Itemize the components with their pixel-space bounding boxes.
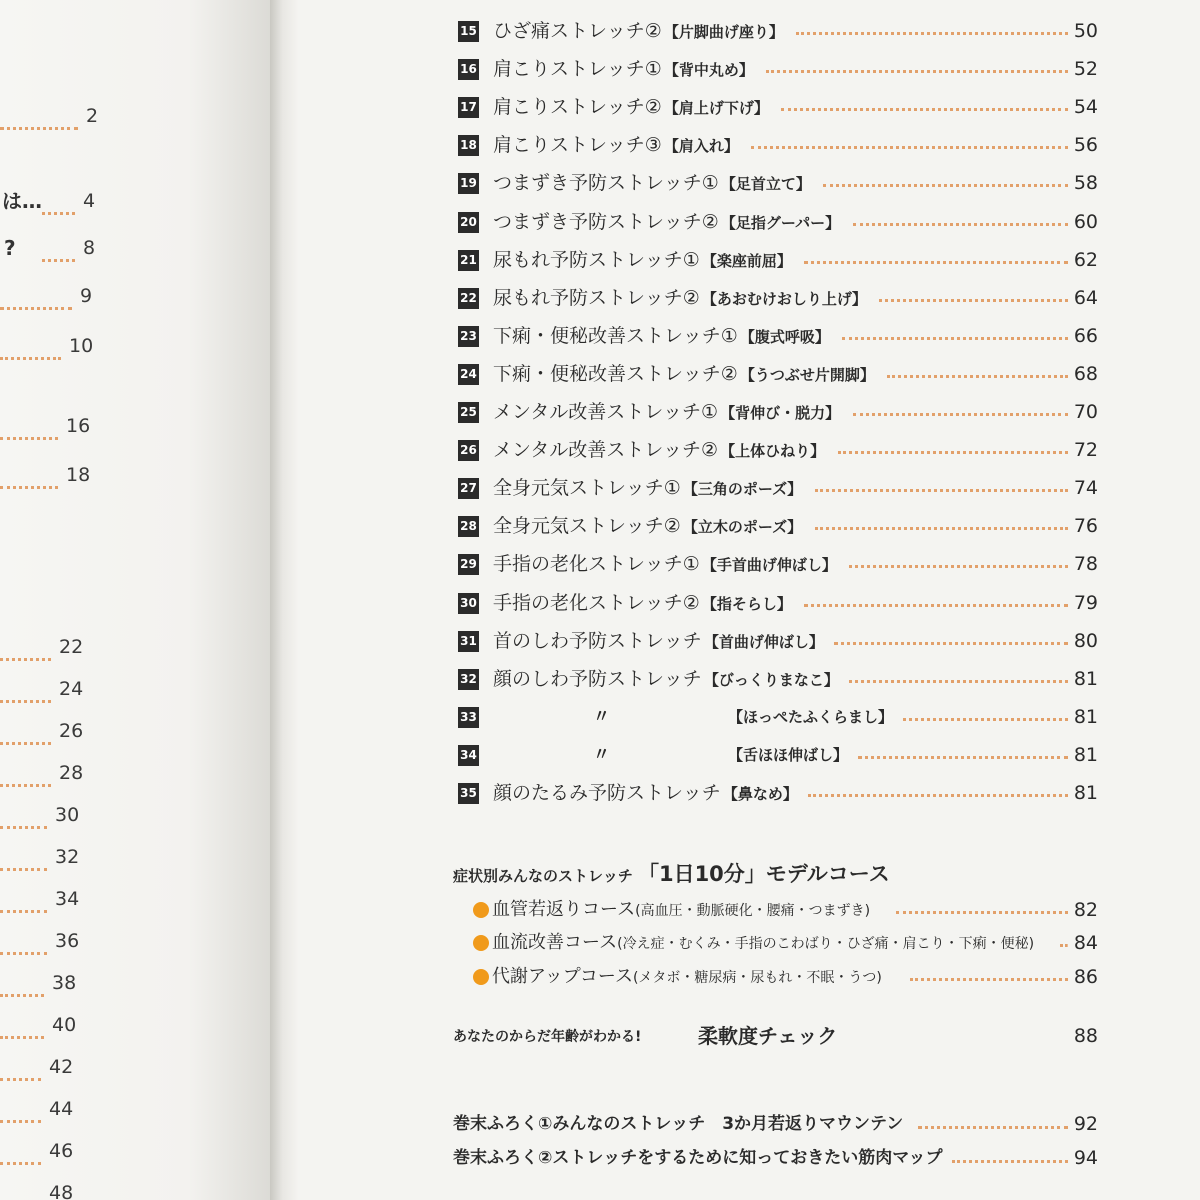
entry-subtitle: 【足指グーパー】 — [720, 213, 841, 232]
course-label — [492, 927, 1034, 960]
entry-subtitle: 【手首曲げ伸ばし】 — [701, 556, 837, 575]
entry-title — [493, 777, 798, 810]
entry-title-text: 下痢・便秘改善ストレッチ① — [493, 324, 738, 347]
dot-leader — [0, 678, 51, 703]
course-page-number: 82 — [1073, 899, 1098, 921]
entry-subtitle: 【肩入れ】 — [663, 137, 739, 156]
toc-entry[interactable] — [458, 777, 1098, 807]
left-toc-fragment — [0, 1098, 270, 1128]
course-name: 血管若返りコース — [492, 899, 636, 920]
left-page-number: 24 — [59, 678, 84, 700]
dot-leader — [879, 297, 1068, 302]
course-name: 血流改善コース — [492, 932, 618, 953]
entry-subtitle: 【びっくりまなこ】 — [703, 670, 839, 689]
dot-leader — [0, 105, 78, 130]
orange-bullet-icon — [473, 935, 489, 951]
course-note: (高血圧・動脈硬化・腰痛・つまずき) — [635, 903, 871, 919]
left-page-number: 46 — [49, 1140, 74, 1162]
left-toc-fragment — [0, 415, 270, 445]
entry-number-badge: 17 — [458, 97, 479, 118]
course-heading-big: 「1日10分」モデルコース — [637, 862, 890, 886]
dot-leader — [834, 640, 1068, 645]
entry-title-text: 尿もれ予防ストレッチ② — [493, 286, 700, 309]
left-toc-fragment — [0, 930, 270, 960]
entry-subtitle: 【上体ひねり】 — [720, 442, 826, 461]
left-fragment-text: ? — [4, 236, 16, 260]
check-page: 88 — [1073, 1025, 1098, 1047]
left-page-number: 2 — [86, 105, 99, 127]
bonus-page-number: 94 — [1073, 1147, 1098, 1169]
toc-entry[interactable] — [458, 91, 1098, 121]
entry-number-badge: 25 — [458, 402, 479, 423]
entry-page-number: 54 — [1073, 96, 1098, 119]
dot-leader — [823, 182, 1068, 187]
left-page-number: 18 — [66, 464, 91, 486]
left-toc-fragment — [0, 105, 270, 135]
bonus-entry[interactable] — [453, 1142, 1098, 1174]
left-page-number: 44 — [49, 1098, 74, 1120]
entry-number-badge: 29 — [458, 554, 479, 575]
toc-entry[interactable] — [458, 282, 1098, 312]
entry-number-badge: 33 — [458, 707, 479, 728]
entry-title — [493, 244, 792, 277]
entry-title — [493, 625, 824, 658]
entry-title-text: メンタル改善ストレッチ② — [493, 439, 719, 462]
left-toc-fragment — [0, 1140, 270, 1170]
entry-title — [493, 53, 754, 86]
dot-leader — [903, 716, 1068, 721]
left-page-number: 8 — [83, 237, 96, 259]
entry-page-number: 81 — [1073, 782, 1098, 804]
entry-subtitle: 【うつぶせ片開脚】 — [739, 365, 875, 384]
dot-leader — [887, 373, 1068, 378]
left-toc-fragment — [0, 335, 270, 365]
entry-subtitle: 【首曲げ伸ばし】 — [703, 632, 824, 651]
entry-title-text: 肩こりストレッチ① — [493, 58, 662, 81]
left-page-number: 36 — [55, 930, 80, 952]
course-note: (冷え症・むくみ・手指のこわばり・ひざ痛・肩こり・下痢・便秘) — [617, 936, 1035, 952]
entry-number-badge: 28 — [458, 516, 479, 537]
toc-entry[interactable] — [458, 472, 1098, 502]
entry-subtitle: 【舌ほほ伸ばし】 — [728, 745, 849, 764]
dot-leader — [42, 237, 75, 262]
entry-title — [493, 472, 802, 505]
dot-leader — [0, 930, 47, 955]
entry-number-badge: 20 — [458, 212, 479, 233]
entry-page-number: 64 — [1073, 286, 1098, 309]
dot-leader — [0, 972, 44, 997]
left-page-number: 30 — [55, 804, 80, 826]
toc-entry[interactable] — [458, 167, 1098, 197]
course-entry[interactable] — [473, 961, 1098, 991]
entry-number-badge: 15 — [458, 21, 479, 42]
entry-number-badge: 19 — [458, 173, 479, 194]
left-toc-fragment — [0, 1014, 270, 1044]
entry-number-badge: 21 — [458, 250, 479, 271]
entry-number-badge: 23 — [458, 326, 479, 347]
check-title: 柔軟度チェック — [698, 1024, 838, 1048]
toc-entry[interactable] — [458, 739, 1098, 769]
dot-leader — [0, 285, 72, 310]
entry-number-badge: 26 — [458, 440, 479, 461]
toc-entry[interactable] — [458, 548, 1098, 578]
toc-entry[interactable] — [458, 244, 1098, 274]
entry-page-number: 79 — [1073, 591, 1098, 614]
dot-leader — [0, 335, 61, 360]
entry-page-number: 76 — [1073, 515, 1098, 538]
toc-entry[interactable] — [458, 701, 1098, 731]
entry-subtitle: 【足首立て】 — [720, 175, 811, 194]
entry-title — [493, 434, 825, 467]
left-page-number: 28 — [59, 762, 84, 784]
course-entry[interactable] — [473, 927, 1098, 957]
left-page-number: 42 — [49, 1056, 74, 1078]
toc-entry[interactable] — [458, 15, 1098, 45]
entry-title-text: 肩こりストレッチ② — [493, 96, 662, 119]
dot-leader — [0, 888, 47, 913]
dot-leader — [918, 1124, 1068, 1129]
entry-title-text: 手指の老化ストレッチ① — [493, 553, 700, 576]
bonus-label: 巻末ふろく①みんなのストレッチ 3か月若返りマウンテン — [453, 1114, 904, 1134]
left-page-number: 26 — [59, 720, 84, 742]
entry-title-text: 尿もれ予防ストレッチ① — [493, 248, 700, 271]
entry-title-text: 首のしわ予防ストレッチ — [493, 629, 702, 652]
entry-page-number: 58 — [1073, 172, 1098, 195]
toc-entry[interactable] — [458, 663, 1098, 693]
course-page-number: 84 — [1073, 932, 1098, 954]
entry-title-text: 下痢・便秘改善ストレッチ② — [493, 362, 738, 385]
entry-title — [493, 167, 811, 200]
orange-bullet-icon — [473, 969, 489, 985]
entry-page-number: 68 — [1073, 362, 1098, 385]
left-toc-fragment — [0, 846, 270, 876]
entry-number-badge: 35 — [458, 783, 479, 804]
entry-title — [493, 358, 875, 391]
entry-title — [493, 396, 840, 429]
entry-title-text: 全身元気ストレッチ① — [493, 477, 681, 500]
dot-leader — [0, 804, 47, 829]
entry-page-number: 52 — [1073, 58, 1098, 81]
entry-number-badge: 31 — [458, 631, 479, 652]
entry-page-number: 60 — [1073, 210, 1098, 233]
entry-page-number: 81 — [1073, 667, 1098, 690]
toc-entry[interactable] — [458, 625, 1098, 655]
ditto-mark: 〃 — [593, 706, 610, 727]
entry-title — [493, 91, 769, 124]
entry-title-text: 顔のたるみ予防ストレッチ — [493, 782, 721, 804]
left-toc-fragment — [0, 1056, 270, 1086]
entry-subtitle: 【ほっぺたふくらまし】 — [728, 707, 894, 726]
left-toc-fragment — [0, 720, 270, 750]
entry-number-badge: 27 — [458, 478, 479, 499]
entry-title-text: 顔のしわ予防ストレッチ — [493, 667, 702, 690]
entry-title-text: つまずき予防ストレッチ② — [493, 210, 719, 233]
toc-entry[interactable] — [458, 53, 1098, 83]
dot-leader — [896, 909, 1068, 914]
entry-page-number: 78 — [1073, 553, 1098, 576]
dot-leader — [0, 1182, 41, 1200]
bonus-entry[interactable] — [453, 1108, 1098, 1140]
left-page-number: 48 — [49, 1182, 74, 1200]
entry-subtitle: 【指そらし】 — [701, 594, 792, 613]
dot-leader — [42, 190, 75, 215]
course-note: (メタボ・糖尿病・尿もれ・不眠・うつ) — [632, 970, 882, 986]
entry-page-number: 66 — [1073, 324, 1098, 347]
entry-page-number: 62 — [1073, 248, 1098, 271]
entry-number-badge: 18 — [458, 135, 479, 156]
entry-title — [493, 15, 784, 48]
dot-leader — [0, 846, 47, 871]
dot-leader — [952, 1158, 1068, 1163]
left-page-number: 40 — [52, 1014, 77, 1036]
entry-subtitle: 【楽座前屈】 — [701, 251, 792, 270]
dot-leader — [0, 464, 58, 489]
entry-number-badge: 16 — [458, 59, 479, 80]
toc-entry[interactable] — [458, 396, 1098, 426]
book-gutter — [270, 0, 298, 1200]
dot-leader — [0, 1056, 41, 1081]
entry-number-badge: 22 — [458, 288, 479, 309]
entry-subtitle: 【片脚曲げ座り】 — [663, 23, 784, 41]
dot-leader — [0, 1140, 41, 1165]
toc-entry[interactable] — [458, 587, 1098, 617]
left-toc-fragment — [0, 888, 270, 918]
toc-entry[interactable] — [458, 129, 1098, 159]
dot-leader — [0, 636, 51, 661]
entry-page-number: 81 — [1073, 705, 1098, 728]
entry-number-badge: 32 — [458, 669, 479, 690]
left-toc-fragment — [0, 285, 270, 315]
course-label — [492, 961, 882, 994]
dot-leader — [858, 754, 1068, 759]
dot-leader — [838, 449, 1068, 454]
dot-leader — [0, 762, 51, 787]
entry-subtitle: 【三角のポーズ】 — [682, 480, 803, 499]
left-page-number: 16 — [66, 415, 91, 437]
left-fragment-text: は… — [2, 189, 42, 213]
entry-title-text: メンタル改善ストレッチ① — [493, 401, 719, 423]
dot-leader — [796, 30, 1068, 35]
entry-subtitle: 【立木のポーズ】 — [682, 518, 803, 537]
left-page-number: 22 — [59, 636, 84, 658]
left-toc-fragment — [0, 972, 270, 1002]
course-name: 代謝アップコース — [492, 966, 633, 987]
entry-subtitle: 【腹式呼吸】 — [739, 327, 830, 346]
entry-number-badge: 30 — [458, 593, 479, 614]
left-toc-fragment — [0, 762, 270, 792]
dot-leader — [910, 976, 1068, 981]
dot-leader — [766, 68, 1068, 73]
entry-title-text: つまずき予防ストレッチ① — [493, 172, 719, 195]
course-entry[interactable] — [473, 894, 1098, 924]
entry-title — [493, 663, 839, 696]
left-page-number: 9 — [80, 285, 93, 307]
dot-leader — [1060, 942, 1068, 947]
left-page-number: 4 — [83, 190, 96, 212]
entry-subtitle: 【あおむけおしり上げ】 — [701, 289, 867, 308]
left-page-number: 10 — [69, 335, 94, 357]
course-page-number: 86 — [1073, 966, 1098, 988]
course-heading-small: 症状別みんなのストレッチ — [453, 867, 633, 885]
entry-page-number: 74 — [1073, 477, 1098, 500]
entry-subtitle: 【鼻なめ】 — [722, 785, 798, 803]
dot-leader — [781, 106, 1068, 111]
dot-leader — [815, 525, 1068, 530]
flexibility-check-row — [453, 1020, 1098, 1054]
toc-entry[interactable] — [458, 510, 1098, 540]
left-toc-fragment — [0, 237, 270, 267]
left-toc-fragment — [0, 190, 270, 220]
dot-leader — [804, 602, 1068, 607]
entry-page-number: 70 — [1073, 401, 1098, 423]
check-lead: あなたのからだ年齢がわかる! — [453, 1029, 642, 1045]
left-toc-fragment — [0, 1182, 270, 1200]
dot-leader — [0, 415, 58, 440]
entry-title — [493, 548, 837, 581]
right-page — [298, 0, 1200, 1200]
toc-entry[interactable] — [458, 434, 1098, 464]
dot-leader — [751, 144, 1068, 149]
entry-page-number: 56 — [1073, 134, 1098, 157]
left-toc-fragment — [0, 636, 270, 666]
entry-number-badge: 24 — [458, 364, 479, 385]
ditto-mark: 〃 — [593, 744, 610, 765]
entry-title — [493, 587, 792, 620]
entry-subtitle: 【背伸び・脱力】 — [720, 404, 841, 422]
bonus-label: 巻末ふろく②ストレッチをするために知っておきたい筋肉マップ — [453, 1148, 943, 1168]
course-label — [492, 894, 870, 927]
entry-title — [493, 510, 802, 543]
dot-leader — [815, 487, 1068, 492]
entry-title — [493, 129, 739, 162]
entry-page-number: 81 — [1073, 743, 1098, 766]
dot-leader — [0, 1014, 44, 1039]
toc-entry[interactable] — [458, 358, 1098, 388]
entry-title — [493, 282, 867, 315]
toc-entry[interactable] — [458, 320, 1098, 350]
orange-bullet-icon — [473, 902, 489, 918]
entry-subtitle: 【肩上げ下げ】 — [663, 99, 769, 118]
entry-page-number: 50 — [1073, 20, 1098, 42]
left-toc-fragment — [0, 804, 270, 834]
dot-leader — [0, 1098, 41, 1123]
bonus-page-number: 92 — [1073, 1113, 1098, 1135]
entry-title-text: 肩こりストレッチ③ — [493, 134, 662, 157]
left-page-number: 32 — [55, 846, 80, 868]
entry-title — [493, 320, 830, 353]
dot-leader — [849, 678, 1068, 683]
entry-title-text: ひざ痛ストレッチ② — [493, 20, 662, 42]
entry-title-text: 手指の老化ストレッチ② — [493, 591, 700, 614]
dot-leader — [0, 720, 51, 745]
entry-number-badge: 34 — [458, 745, 479, 766]
dot-leader — [842, 335, 1068, 340]
entry-subtitle: 【背中丸め】 — [663, 61, 754, 80]
dot-leader — [808, 792, 1068, 797]
dot-leader — [849, 563, 1068, 568]
dot-leader — [804, 259, 1068, 264]
entry-page-number: 80 — [1073, 629, 1098, 652]
entry-page-number: 72 — [1073, 439, 1098, 462]
dot-leader — [853, 411, 1068, 416]
left-toc-fragment — [0, 464, 270, 494]
toc-entry[interactable] — [458, 206, 1098, 236]
left-page-number: 38 — [52, 972, 77, 994]
dot-leader — [853, 221, 1068, 226]
left-page-number: 34 — [55, 888, 80, 910]
left-toc-fragment — [0, 678, 270, 708]
course-heading — [453, 858, 890, 888]
left-page — [0, 0, 270, 1200]
entry-title — [493, 206, 840, 239]
entry-title-text: 全身元気ストレッチ② — [493, 515, 681, 538]
